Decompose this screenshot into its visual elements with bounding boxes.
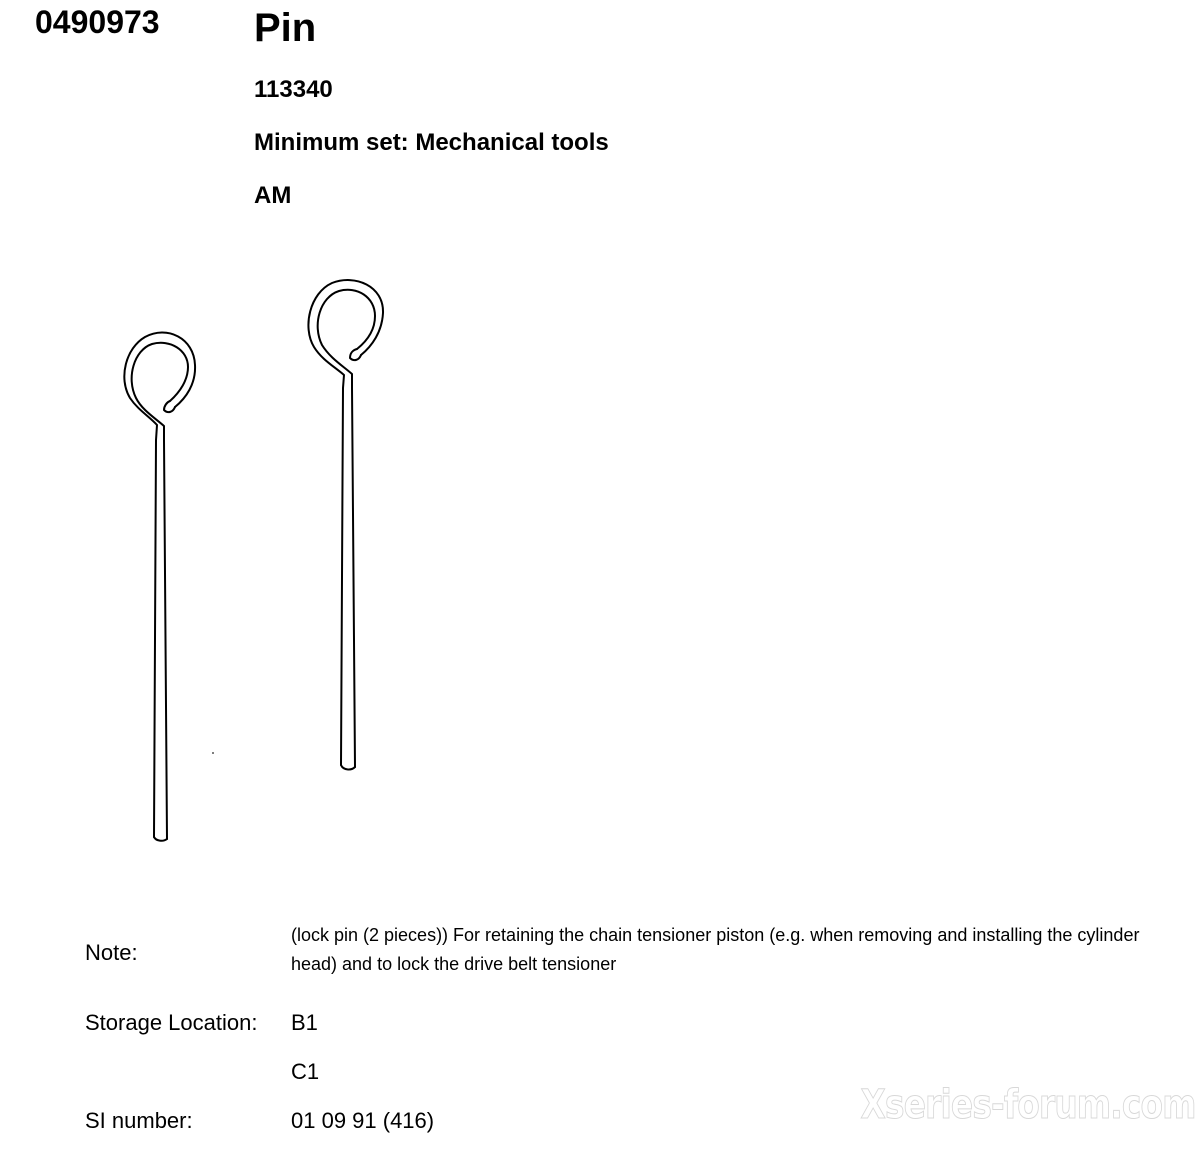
tool-code: 113340 — [254, 76, 333, 103]
watermark: Xseries-forum.com — [860, 1082, 1196, 1128]
tool-category: AM — [254, 182, 292, 209]
lock-pin-illustration — [0, 260, 480, 860]
si-number-value: 01 09 91 (416) — [291, 1108, 435, 1133]
storage-location-label: Storage Location: — [85, 1010, 258, 1035]
part-number: 0490973 — [35, 4, 160, 40]
storage-location-c1: C1 — [291, 1059, 320, 1084]
note-label: Note: — [85, 940, 138, 965]
page-title: Pin — [254, 6, 317, 50]
lock-pin-icon — [124, 280, 383, 841]
note-text: (lock pin (2 pieces)) For retaining the chain tensioner piston (e.g. when removing and installing the cylinder head) and to lock the drive belt tensioner — [291, 925, 1140, 974]
speck-dot — [212, 752, 214, 754]
tool-set: Minimum set: Mechanical tools — [254, 129, 609, 156]
storage-location-b1: B1 — [291, 1010, 318, 1035]
si-number-label: SI number: — [85, 1108, 193, 1133]
